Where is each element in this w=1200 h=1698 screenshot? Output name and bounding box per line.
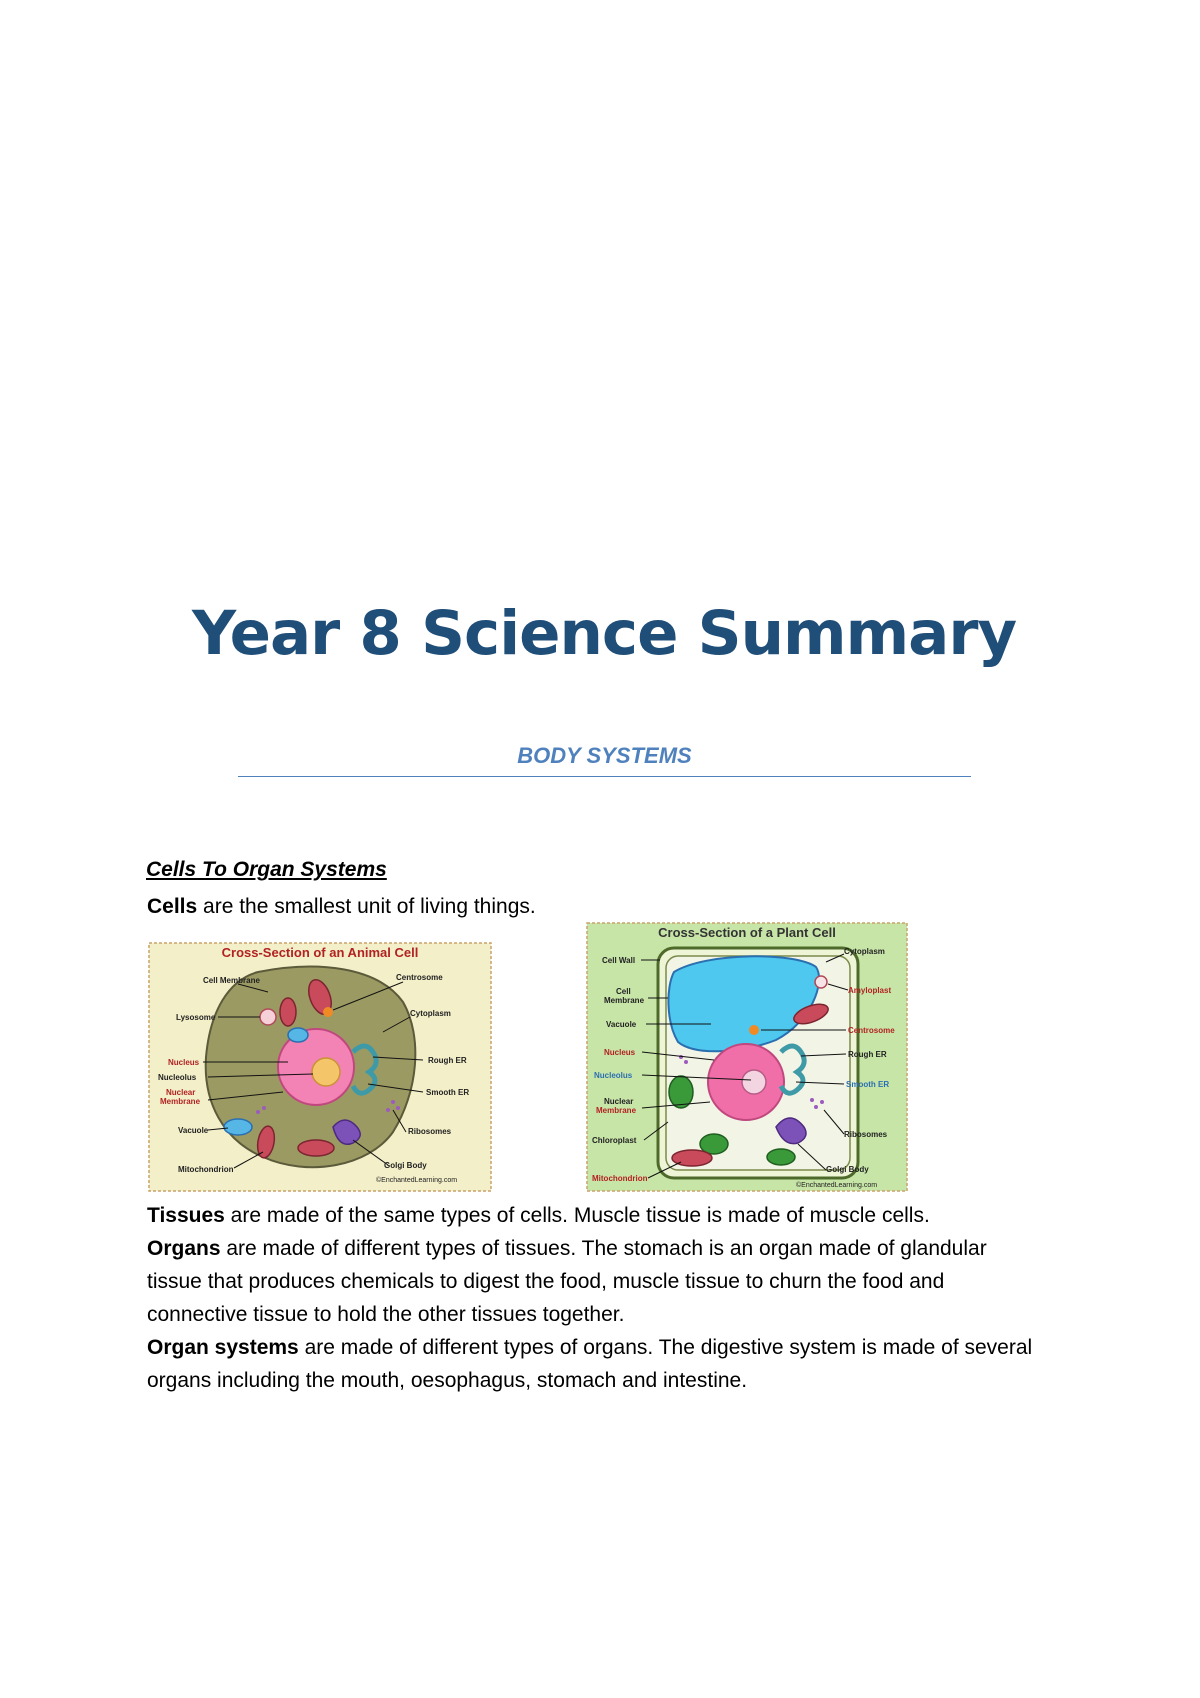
animal-centrosome-shape	[323, 1007, 333, 1017]
animal-mitochondrion-shape-4	[280, 998, 296, 1026]
paragraph-tissues	[147, 1199, 1047, 1232]
text-tissues: are made of the same types of cells. Muscle tissue is made of muscle cells.	[224, 1204, 930, 1227]
subtitle-rule	[238, 776, 971, 777]
animal-label-vacuole: Vacuole	[178, 1126, 209, 1135]
animal-cell-credit: ©EnchantedLearning.com	[376, 1177, 458, 1184]
animal-label-ribosomes: Ribosomes	[408, 1127, 452, 1136]
animal-mitochondrion-shape-3	[298, 1140, 334, 1156]
term-tissues: Tissues	[147, 1204, 225, 1227]
plant-label-smooth-er: Smooth ER	[846, 1080, 890, 1089]
animal-label-nucleus: Nucleus	[168, 1058, 200, 1067]
animal-label-smooth-er: Smooth ER	[426, 1088, 470, 1097]
plant-label-cell-membrane-2: Membrane	[604, 996, 645, 1005]
animal-label-golgi-body: Golgi Body	[384, 1161, 427, 1170]
animal-vacuole-shape-2	[288, 1028, 308, 1042]
plant-label-nucleolus: Nucleolus	[594, 1071, 633, 1080]
term-organs: Organs	[147, 1237, 221, 1260]
text-organs: are made of different types of tissues. The stomach is an organ made of glandular tissue that produces chemicals to digest the food, muscle tissue to churn the food and connective tissue to hold the other tissues together.	[147, 1237, 987, 1326]
animal-label-lysosome: Lysosome	[176, 1013, 216, 1022]
plant-amyloplast-shape	[815, 976, 827, 988]
animal-label-nucleolus: Nucleolus	[158, 1073, 197, 1082]
plant-label-nuclear-membrane-1: Nuclear	[604, 1097, 634, 1106]
intro-text: are the smallest unit of living things.	[197, 895, 536, 918]
text-organ-systems: are made of different types of organs. The digestive system is made of several organs including the mouth, oesophagus, stomach and intestine.	[147, 1336, 1033, 1392]
paragraph-organ-systems	[147, 1331, 1047, 1397]
animal-label-mitochondrion: Mitochondrion	[178, 1165, 234, 1174]
plant-chloroplast-shape-3	[767, 1149, 795, 1165]
plant-label-rough-er: Rough ER	[848, 1050, 887, 1059]
animal-nucleolus-shape	[312, 1058, 340, 1086]
plant-label-nuclear-membrane-2: Membrane	[596, 1106, 637, 1115]
animal-lysosome-shape	[260, 1009, 276, 1025]
intro-sentence	[147, 890, 536, 923]
plant-label-centrosome: Centrosome	[848, 1026, 895, 1035]
animal-vacuole-shape	[224, 1119, 252, 1135]
term-organ-systems: Organ systems	[147, 1336, 299, 1359]
plant-nucleolus-shape	[742, 1070, 766, 1094]
paragraph-organs	[147, 1232, 1047, 1331]
animal-label-nuclear-membrane-1: Nuclear	[166, 1088, 196, 1097]
plant-label-cytoplasm: Cytoplasm	[844, 947, 885, 956]
animal-cell-title: Cross-Section of an Animal Cell	[221, 945, 419, 960]
plant-label-chloroplast: Chloroplast	[592, 1136, 637, 1145]
plant-label-amyloplast: Amyloplast	[848, 986, 892, 995]
plant-label-nucleus: Nucleus	[604, 1048, 636, 1057]
plant-label-cell-membrane-1: Cell	[616, 987, 631, 996]
intro-term: Cells	[147, 895, 198, 918]
body-paragraphs	[147, 1199, 1047, 1397]
document-title: Year 8 Science Summary	[192, 598, 1017, 669]
plant-cell-title: Cross-Section of a Plant Cell	[658, 925, 836, 940]
animal-cell-diagram	[148, 942, 492, 1192]
section-heading: Cells To Organ Systems	[146, 858, 387, 881]
animal-label-rough-er: Rough ER	[428, 1056, 467, 1065]
plant-label-vacuole: Vacuole	[606, 1020, 637, 1029]
plant-label-ribosomes: Ribosomes	[844, 1130, 888, 1139]
plant-centrosome-shape	[749, 1025, 759, 1035]
plant-cell-credit: ©EnchantedLearning.com	[796, 1182, 878, 1189]
plant-label-golgi-body: Golgi Body	[826, 1165, 869, 1174]
plant-label-mitochondrion: Mitochondrion	[592, 1174, 648, 1183]
plant-chloroplast-shape	[669, 1076, 693, 1108]
animal-label-centrosome: Centrosome	[396, 973, 443, 982]
animal-label-cytoplasm: Cytoplasm	[410, 1009, 451, 1018]
animal-label-nuclear-membrane-2: Membrane	[160, 1097, 201, 1106]
plant-label-cell-wall: Cell Wall	[602, 956, 636, 965]
document-subtitle: BODY SYSTEMS	[517, 743, 692, 768]
animal-label-cell-membrane: Cell Membrane	[203, 976, 260, 985]
plant-cell-diagram	[586, 922, 908, 1192]
